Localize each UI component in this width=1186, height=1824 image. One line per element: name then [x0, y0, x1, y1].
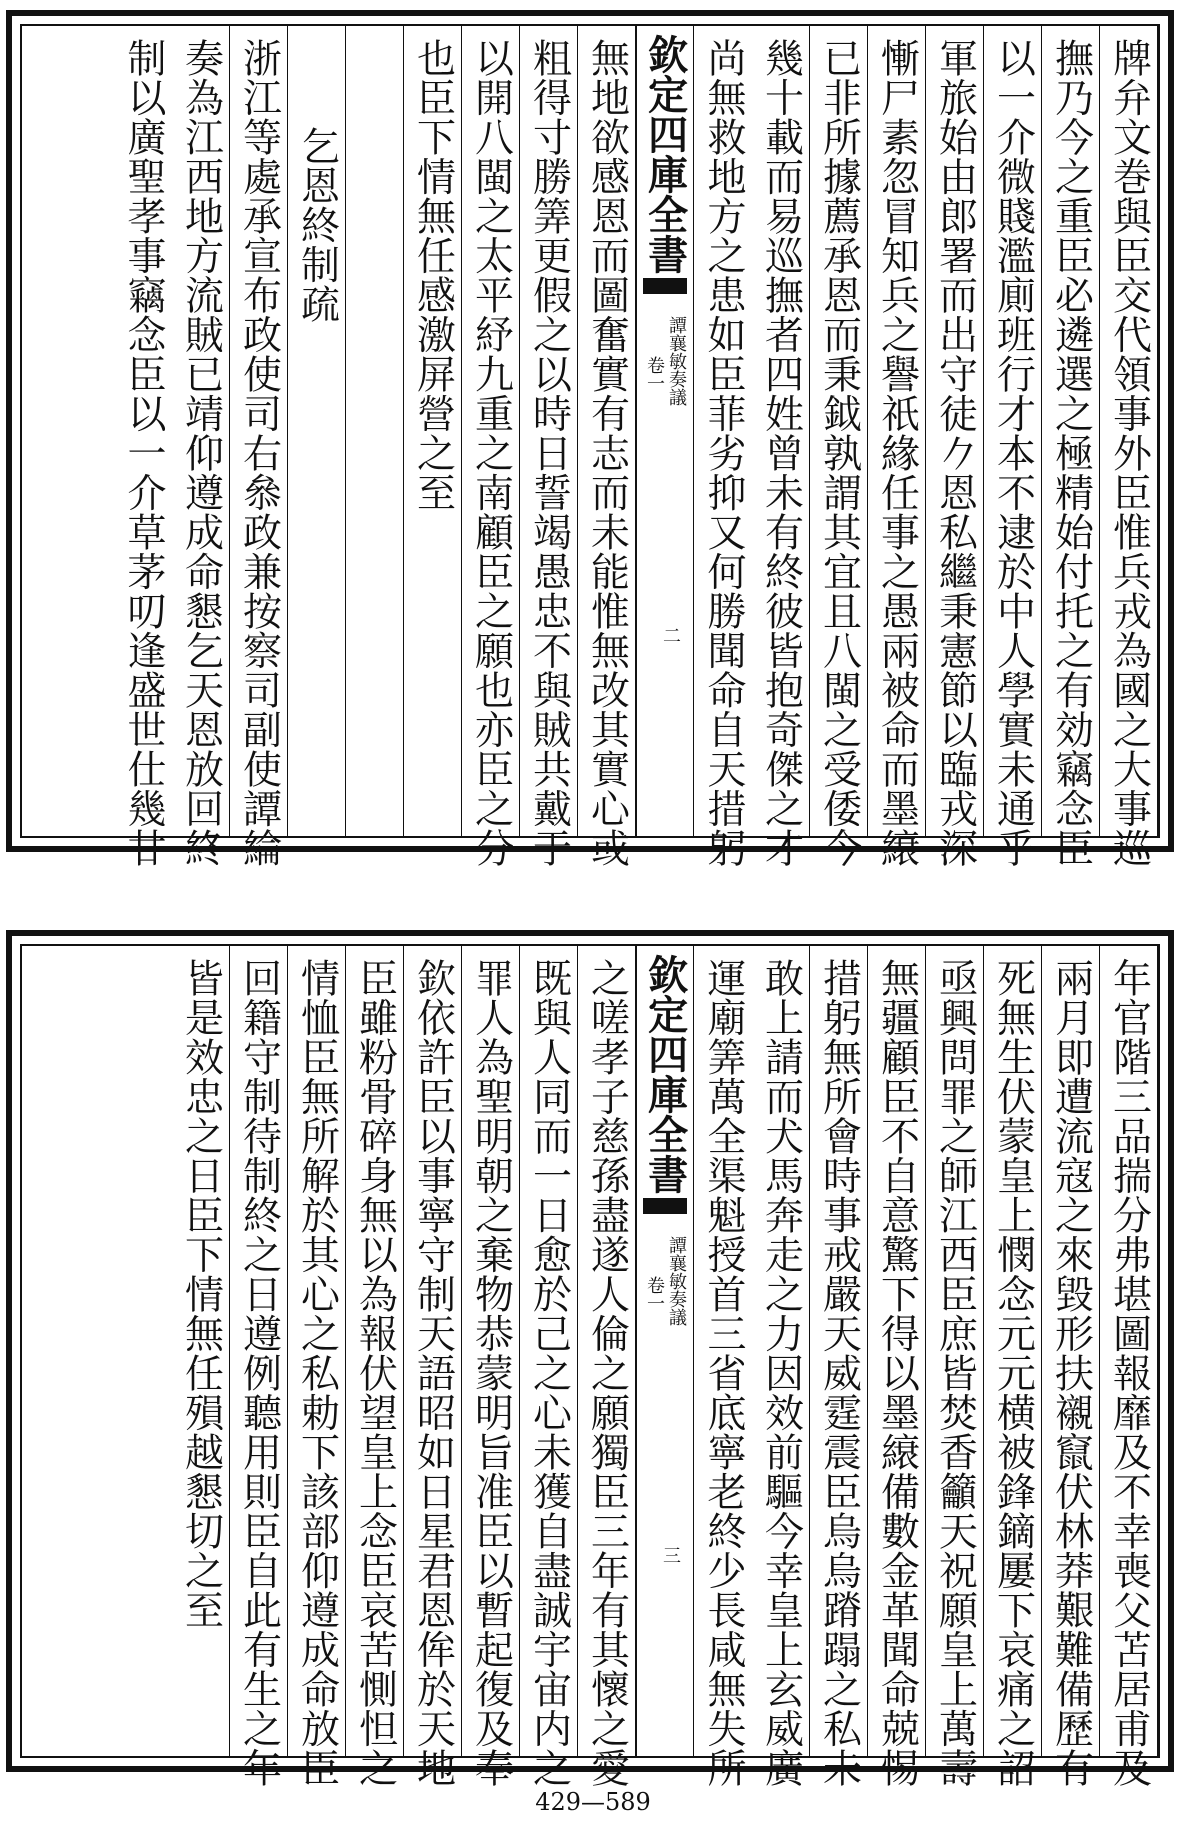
column-text: 罪人為聖明朝之棄物恭蒙明旨准臣以暫起復及奉: [468, 958, 514, 1788]
center-title: 欽定四庫全書: [641, 954, 689, 1194]
column-text: 已非所據薦承恩而秉鉞孰謂其宜且八閩之受倭今: [816, 38, 862, 868]
column-text: 幾十載而易巡撫者四姓曾未有終彼皆抱奇傑之才: [758, 38, 804, 868]
page-number: 429—589: [535, 1788, 651, 1816]
column-text: 回籍守制待制終之日遵例聽用則臣自此有生之年: [236, 958, 282, 1788]
text-column: [868, 946, 926, 1788]
column-text: 死無生伏蒙皇上憫念元元横被鋒鏑屢下哀痛之詔: [990, 958, 1036, 1788]
document-page-1: [6, 10, 1174, 868]
text-column: [926, 26, 984, 868]
column-text: 慚尸素忽冒知兵之譽祇緣任事之愚兩被命而墨縗: [874, 38, 920, 868]
column-text: 浙江等處承宣布政使司右叅政兼按察司副使譚綸: [236, 38, 282, 868]
column-text: 亟興問罪之師江西臣庶皆焚香籲天祝願皇上萬壽: [932, 958, 978, 1788]
column-text: 以一介微賤濫廁班行才本不逮於中人學實未通乎: [990, 38, 1036, 868]
text-column: [578, 26, 636, 868]
column-text: 無地欲感恩而圖奮實有志而未能惟無改其實心或: [584, 38, 630, 868]
text-column: [752, 26, 810, 868]
text-column: [172, 946, 230, 1756]
column-text: 情恤臣無所解於其心之私勅下該部仰遵成命放臣: [294, 958, 340, 1788]
column-text: 既與人同而一日愈於己之心未獲自盡誠宇宙内之: [526, 958, 572, 1788]
page-frame: [20, 24, 1160, 868]
text-column: [462, 26, 520, 868]
text-column: [1042, 26, 1100, 868]
text-column: [520, 26, 578, 868]
text-column: [1042, 946, 1100, 1788]
text-column: [520, 946, 578, 1788]
memorial-title: 乞恩終制疏: [294, 126, 340, 324]
column-text: 牌弁文巻與臣交代領事外臣惟兵戎為國之大事巡: [1106, 38, 1152, 868]
text-column: [230, 946, 288, 1788]
column-text: 制以廣聖孝事竊念臣以一介草茅叨逢盛世仕幾廿: [121, 38, 167, 868]
text-column: [404, 946, 462, 1788]
text-column: [346, 946, 404, 1788]
text-column: [810, 946, 868, 1788]
center-leaf-number: 三: [660, 1546, 681, 1564]
column-text: 臣雖粉骨碎身無以為報伏望皇上念臣哀苦惻怛之: [352, 958, 398, 1788]
column-text: 撫乃今之重臣必遴選之極精始付托之有効竊念臣: [1048, 38, 1094, 868]
text-column: [926, 946, 984, 1788]
column-text: 尚無救地方之患如臣菲劣抑又何勝聞命自天措躬: [701, 38, 747, 868]
column-text: 欽依許臣以事寧守制天語昭如日星君恩侔於天地: [410, 958, 456, 1788]
column-text: 兩月即遭流寇之來毀形扶襯竄伏林莽艱難備歷有: [1048, 958, 1094, 1788]
text-column: [114, 26, 172, 868]
column-text: 也臣下情無任感激屏營之至: [410, 38, 456, 512]
center-book-title: 譚襄敏奏議: [666, 316, 687, 406]
text-column: [462, 946, 520, 1788]
text-column: [1100, 26, 1158, 868]
text-column: [868, 26, 926, 868]
center-title: 欽定四庫全書: [641, 34, 689, 274]
text-column: [288, 26, 346, 836]
text-column: [172, 26, 230, 868]
text-column: [404, 26, 462, 836]
column-text: 無疆顧臣不自意驚下得以墨縗備數金革聞命兢惕: [874, 958, 920, 1788]
text-column: [578, 946, 636, 1788]
text-column: [230, 26, 288, 868]
text-column: [810, 26, 868, 868]
column-text: 之嗟孝子慈孫盡遂人倫之願獨臣三年有其懷之愛: [584, 958, 630, 1788]
text-column: [1100, 946, 1158, 1788]
center-fold: [636, 946, 694, 1756]
column-text: 奏為江西地方流賊已靖仰遵成命懇乞天恩放回終: [178, 38, 224, 868]
column-text: 粗得寸勝筭更假之以時日誓竭愚忠不與賊共戴于: [526, 38, 572, 868]
text-column: [752, 946, 810, 1788]
blank-column-area: [20, 946, 172, 1756]
text-column: [694, 946, 752, 1788]
text-column: [288, 946, 346, 1788]
column-text: 以開八閩之太平紓九重之南顧臣之願也亦臣之分: [468, 38, 514, 868]
fish-tail-mark: [643, 1198, 687, 1214]
page-frame: [20, 944, 1160, 1788]
text-column: [694, 26, 752, 868]
column-text: 軍旅始由郎署而出守徒𠂊恩私繼秉憲節以臨戎深: [932, 38, 978, 868]
text-column: [984, 946, 1042, 1788]
document-page-2: [6, 930, 1174, 1788]
column-text: 敢上請而犬馬奔走之力因效前驅今幸皇上玄威廣: [758, 958, 804, 1788]
center-volume: 卷一: [644, 356, 665, 392]
text-column: [984, 26, 1042, 868]
column-text: 年官階三品揣分弗堪圖報靡及不幸喪父苫居甫及: [1106, 958, 1152, 1788]
center-fold: [636, 26, 694, 836]
column-text: 措躬無所會時事戒嚴天威霆震臣烏烏蹐蹋之私未: [816, 958, 862, 1788]
column-text: 皆是效忠之日臣下情無任殞越懇切之至: [178, 958, 224, 1630]
fish-tail-mark: [643, 278, 687, 294]
column-text: 運廟筭萬全渠魁授首三省底寧老終少長咸無失所: [701, 958, 747, 1788]
center-volume: 卷一: [644, 1276, 665, 1312]
text-column: [346, 26, 404, 836]
center-leaf-number: 二: [660, 626, 681, 644]
center-book-title: 譚襄敏奏議: [666, 1236, 687, 1326]
